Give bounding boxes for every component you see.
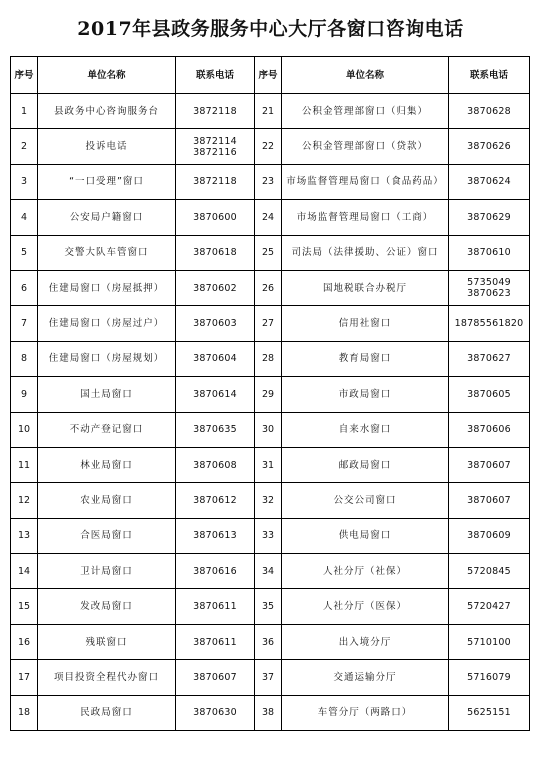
phone-number: 3870624 — [467, 176, 511, 188]
header-unit-right: 单位名称 — [282, 57, 449, 94]
seq-cell: 4 — [11, 200, 38, 235]
seq-cell: 9 — [11, 377, 38, 412]
table-row — [11, 94, 530, 129]
unit-name-cell: 市场监督管理局窗口（食品药品） — [282, 164, 449, 199]
seq-cell: 28 — [255, 341, 282, 376]
phone-number: 3870603 — [193, 318, 237, 330]
phone-cell — [176, 270, 255, 305]
unit-name-cell: 残联窗口 — [38, 624, 176, 659]
phone-cell — [449, 270, 530, 305]
phone-cell — [176, 341, 255, 376]
phone-cell — [449, 412, 530, 447]
unit-name-cell: 自来水窗口 — [282, 412, 449, 447]
table-row — [11, 447, 530, 482]
table-row — [11, 589, 530, 624]
phone-cell — [176, 306, 255, 341]
phone-cell — [449, 341, 530, 376]
seq-cell: 38 — [255, 695, 282, 730]
seq-cell: 7 — [11, 306, 38, 341]
unit-name-cell: 邮政局窗口 — [282, 447, 449, 482]
phone-number: 3870600 — [193, 211, 237, 223]
seq-cell: 22 — [255, 129, 282, 164]
seq-cell: 5 — [11, 235, 38, 270]
header-phone-left: 联系电话 — [176, 57, 255, 94]
seq-cell: 33 — [255, 518, 282, 553]
seq-cell: 10 — [11, 412, 38, 447]
unit-name-cell: 教育局窗口 — [282, 341, 449, 376]
phone-number: 3870611 — [193, 636, 237, 648]
phone-number: 3870602 — [193, 282, 237, 294]
phone-number: 5625151 — [467, 707, 511, 719]
phone-cell — [176, 518, 255, 553]
phone-cell — [176, 94, 255, 129]
seq-cell: 16 — [11, 624, 38, 659]
phone-number: 3870608 — [193, 459, 237, 471]
phone-number: 5720427 — [467, 601, 511, 613]
table-row — [11, 129, 530, 164]
unit-name-cell: 国土局窗口 — [38, 377, 176, 412]
phone-number: 3870606 — [467, 424, 511, 436]
table-row — [11, 235, 530, 270]
phone-number: 3870635 — [193, 424, 237, 436]
unit-name-cell: 交警大队车管窗口 — [38, 235, 176, 270]
table-row — [11, 624, 530, 659]
phone-number: 18785561820 — [454, 318, 524, 330]
phone-number: 3870610 — [467, 247, 511, 259]
seq-cell: 2 — [11, 129, 38, 164]
table-row — [11, 412, 530, 447]
phone-number: 5716079 — [467, 671, 511, 683]
phone-number: 3872116 — [193, 146, 237, 158]
seq-cell: 21 — [255, 94, 282, 129]
seq-cell: 36 — [255, 624, 282, 659]
table-row — [11, 695, 530, 730]
unit-name-cell: 发改局窗口 — [38, 589, 176, 624]
seq-cell: 24 — [255, 200, 282, 235]
table-row — [11, 483, 530, 518]
unit-name-cell: 项目投资全程代办窗口 — [38, 660, 176, 695]
phone-cell — [449, 377, 530, 412]
phone-cell — [449, 695, 530, 730]
seq-cell: 35 — [255, 589, 282, 624]
header-unit-left: 单位名称 — [38, 57, 176, 94]
seq-cell: 11 — [11, 447, 38, 482]
phone-number: 3870630 — [193, 707, 237, 719]
phone-number: 5720845 — [467, 565, 511, 577]
seq-cell: 17 — [11, 660, 38, 695]
unit-name-cell: 交通运输分厅 — [282, 660, 449, 695]
seq-cell: 6 — [11, 270, 38, 305]
unit-name-cell: 公积金管理部窗口（贷款） — [282, 129, 449, 164]
phone-cell — [449, 94, 530, 129]
phone-cell — [449, 306, 530, 341]
phone-number: 3870613 — [193, 530, 237, 542]
phone-number: 3870628 — [467, 105, 511, 117]
seq-cell: 32 — [255, 483, 282, 518]
phone-number: 3870612 — [193, 494, 237, 506]
seq-cell: 23 — [255, 164, 282, 199]
unit-name-cell: 市场监督管理局窗口（工商） — [282, 200, 449, 235]
seq-cell: 31 — [255, 447, 282, 482]
phone-cell — [449, 447, 530, 482]
phone-number: 3870614 — [193, 388, 237, 400]
table-row — [11, 377, 530, 412]
phone-number: 3872118 — [193, 105, 237, 117]
phone-cell — [176, 377, 255, 412]
unit-name-cell: 住建局窗口（房屋抵押） — [38, 270, 176, 305]
seq-cell: 30 — [255, 412, 282, 447]
phone-number: 5735049 — [467, 277, 511, 289]
phone-number: 3870604 — [193, 353, 237, 365]
unit-name-cell: “一口受理”窗口 — [38, 164, 176, 199]
phone-cell — [449, 554, 530, 589]
unit-name-cell: 住建局窗口（房屋规划） — [38, 341, 176, 376]
phone-cell — [176, 200, 255, 235]
header-seq-right: 序号 — [255, 57, 282, 94]
phone-cell — [449, 660, 530, 695]
seq-cell: 25 — [255, 235, 282, 270]
phone-cell — [449, 518, 530, 553]
table-row — [11, 518, 530, 553]
unit-name-cell: 司法局（法律援助、公证）窗口 — [282, 235, 449, 270]
seq-cell: 27 — [255, 306, 282, 341]
phone-cell — [176, 589, 255, 624]
phone-cell — [449, 129, 530, 164]
phone-number: 3870616 — [193, 565, 237, 577]
phone-cell — [176, 660, 255, 695]
unit-name-cell: 出入境分厅 — [282, 624, 449, 659]
seq-cell: 29 — [255, 377, 282, 412]
header-phone-right: 联系电话 — [449, 57, 530, 94]
table-header-row — [11, 57, 530, 94]
phone-number: 3870607 — [467, 459, 511, 471]
phone-number: 3870605 — [467, 388, 511, 400]
phone-number: 3872114 — [193, 135, 237, 147]
table-row — [11, 554, 530, 589]
unit-name-cell: 国地税联合办税厅 — [282, 270, 449, 305]
seq-cell: 26 — [255, 270, 282, 305]
unit-name-cell: 供电局窗口 — [282, 518, 449, 553]
unit-name-cell: 公积金管理部窗口（归集） — [282, 94, 449, 129]
phone-number: 3870607 — [467, 494, 511, 506]
seq-cell: 13 — [11, 518, 38, 553]
phone-number: 5710100 — [467, 636, 511, 648]
unit-name-cell: 卫计局窗口 — [38, 554, 176, 589]
unit-name-cell: 民政局窗口 — [38, 695, 176, 730]
phone-cell — [449, 483, 530, 518]
unit-name-cell: 不动产登记窗口 — [38, 412, 176, 447]
phone-cell — [176, 554, 255, 589]
phone-cell — [176, 624, 255, 659]
seq-cell: 12 — [11, 483, 38, 518]
unit-name-cell: 公安局户籍窗口 — [38, 200, 176, 235]
unit-name-cell: 市政局窗口 — [282, 377, 449, 412]
phone-cell — [176, 235, 255, 270]
seq-cell: 15 — [11, 589, 38, 624]
seq-cell: 37 — [255, 660, 282, 695]
phone-cell — [176, 164, 255, 199]
phone-number: 3870607 — [193, 671, 237, 683]
phone-cell — [449, 589, 530, 624]
unit-name-cell: 合医局窗口 — [38, 518, 176, 553]
table-row — [11, 306, 530, 341]
phone-cell — [176, 447, 255, 482]
unit-name-cell: 农业局窗口 — [38, 483, 176, 518]
phone-cell — [176, 695, 255, 730]
phone-number: 3870618 — [193, 247, 237, 259]
table-row — [11, 660, 530, 695]
header-seq-left: 序号 — [11, 57, 38, 94]
unit-name-cell: 公交公司窗口 — [282, 483, 449, 518]
phone-number: 3872118 — [193, 176, 237, 188]
table-row — [11, 164, 530, 199]
seq-cell: 18 — [11, 695, 38, 730]
phone-cell — [449, 235, 530, 270]
table-row — [11, 200, 530, 235]
unit-name-cell: 信用社窗口 — [282, 306, 449, 341]
contact-table — [10, 56, 530, 731]
phone-number: 3870626 — [467, 141, 511, 153]
phone-number: 3870627 — [467, 353, 511, 365]
seq-cell: 8 — [11, 341, 38, 376]
phone-cell — [449, 624, 530, 659]
unit-name-cell: 林业局窗口 — [38, 447, 176, 482]
phone-cell — [176, 483, 255, 518]
unit-name-cell: 投诉电话 — [38, 129, 176, 164]
page-title: 2017年县政务服务中心大厅各窗口咨询电话 — [77, 18, 464, 40]
phone-cell — [449, 200, 530, 235]
table-row — [11, 270, 530, 305]
phone-cell — [176, 412, 255, 447]
unit-name-cell: 车管分厅（两路口） — [282, 695, 449, 730]
phone-number: 3870629 — [467, 211, 511, 223]
seq-cell: 3 — [11, 164, 38, 199]
phone-number: 3870611 — [193, 601, 237, 613]
unit-name-cell: 人社分厅（医保） — [282, 589, 449, 624]
seq-cell: 14 — [11, 554, 38, 589]
phone-number: 3870623 — [467, 288, 511, 300]
table-body — [11, 94, 530, 731]
table-row — [11, 341, 530, 376]
unit-name-cell: 县政务中心咨询服务台 — [38, 94, 176, 129]
seq-cell: 34 — [255, 554, 282, 589]
phone-cell — [449, 164, 530, 199]
seq-cell: 1 — [11, 94, 38, 129]
unit-name-cell: 人社分厅（社保） — [282, 554, 449, 589]
unit-name-cell: 住建局窗口（房屋过户） — [38, 306, 176, 341]
phone-number: 3870609 — [467, 530, 511, 542]
phone-cell — [176, 129, 255, 164]
